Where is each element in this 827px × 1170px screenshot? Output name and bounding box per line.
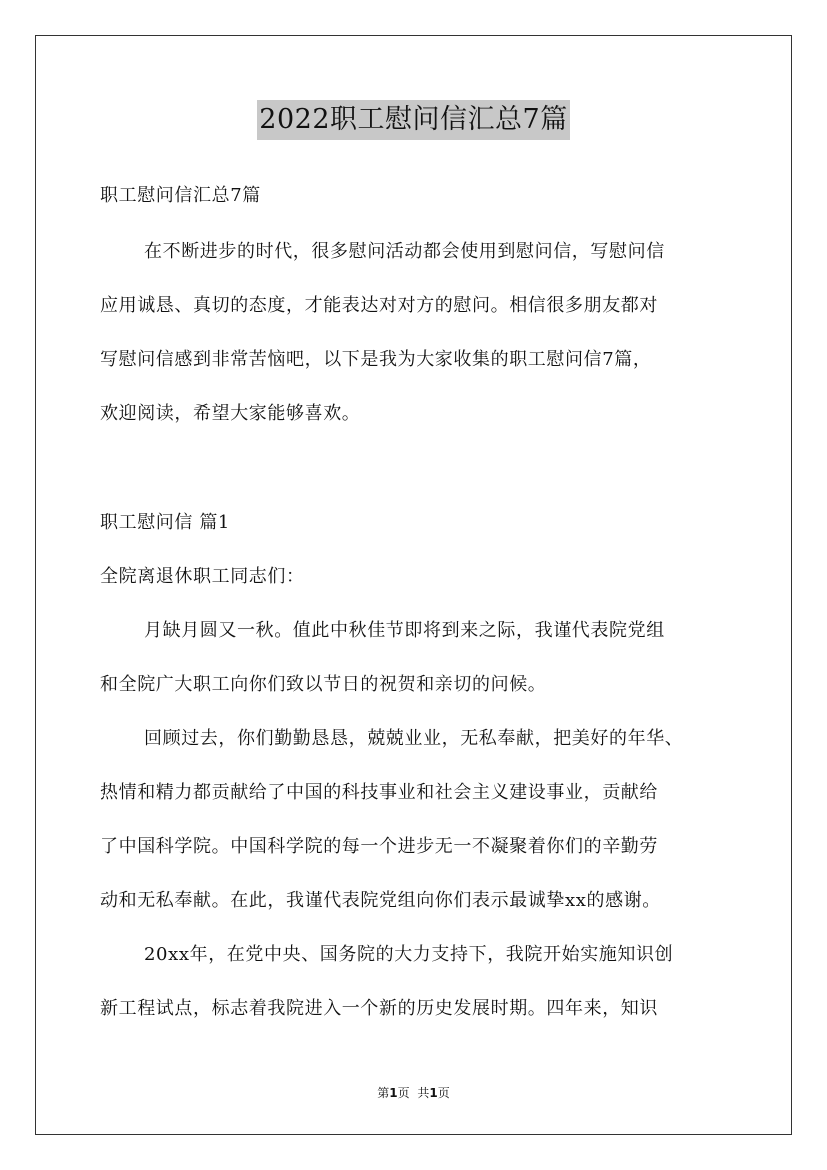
paragraph-line: 回顾过去，你们勤勤恳恳，兢兢业业，无私奉献，把美好的年华、 bbox=[144, 728, 684, 749]
paragraph-line: 热情和精力都贡献给了中国的科技事业和社会主义建设事业，贡献给 bbox=[100, 782, 658, 803]
paragraph-line: 动和无私奉献。在此，我谨代表院党组向你们表示最诚挚xx的感谢。 bbox=[100, 890, 661, 911]
page-prefix: 第 bbox=[377, 1086, 390, 1100]
intro-line: 欢迎阅读，希望大家能够喜欢。 bbox=[100, 403, 361, 424]
intro-line: 应用诚恳、真切的态度，才能表达对对方的慰问。相信很多朋友都对 bbox=[100, 295, 658, 316]
subtitle: 职工慰问信汇总7篇 bbox=[100, 185, 261, 206]
paragraph-line: 20xx年，在党中央、国务院的大力支持下，我院开始实施知识创 bbox=[144, 944, 674, 965]
paragraph-line: 新工程试点，标志着我院进入一个新的历史发展时期。四年来，知识 bbox=[100, 998, 658, 1019]
salutation: 全院离退休职工同志们： bbox=[100, 566, 305, 587]
page-footer bbox=[0, 1084, 827, 1101]
paragraph-line: 和全院广大职工向你们致以节日的祝贺和亲切的问候。 bbox=[100, 674, 547, 695]
section-heading: 职工慰问信 篇1 bbox=[100, 512, 230, 533]
total-prefix: 共 bbox=[417, 1086, 430, 1100]
paragraph-line: 了中国科学院。中国科学院的每一个进步无一不凝聚着你们的辛勤劳 bbox=[100, 836, 658, 857]
paragraph-line: 月缺月圆又一秋。值此中秋佳节即将到来之际，我谨代表院党组 bbox=[144, 620, 665, 641]
intro-line: 在不断进步的时代，很多慰问活动都会使用到慰问信，写慰问信 bbox=[144, 241, 665, 262]
total-suffix: 页 bbox=[437, 1086, 450, 1100]
title-wrap bbox=[0, 100, 827, 140]
intro-line: 写慰问信感到非常苦恼吧，以下是我为大家收集的职工慰问信7篇， bbox=[100, 349, 652, 370]
page-number: 1 bbox=[389, 1086, 398, 1100]
page-suffix: 页 bbox=[397, 1086, 410, 1100]
total-pages: 1 bbox=[429, 1086, 438, 1100]
document-title: 2022职工慰问信汇总7篇 bbox=[257, 100, 569, 140]
